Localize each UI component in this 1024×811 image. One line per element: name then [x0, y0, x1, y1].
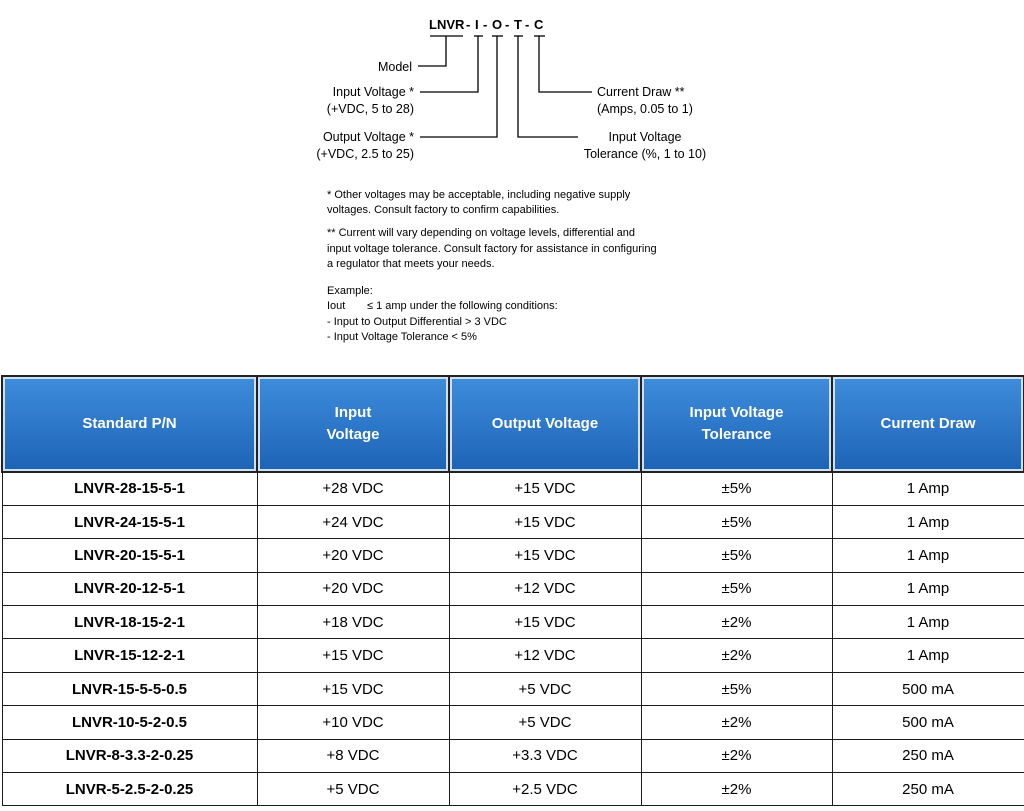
input-voltage-cell: +28 VDC [257, 472, 449, 505]
tolerance-cell: ±5% [641, 472, 832, 505]
part-number-cell: LNVR-28-15-5-1 [2, 472, 257, 505]
tolerance-cell: ±2% [641, 706, 832, 739]
output-voltage-cell: +15 VDC [449, 606, 641, 639]
output-voltage-cell: +15 VDC [449, 505, 641, 538]
code-model: LNVR [429, 17, 465, 32]
part-number-cell: LNVR-5-2.5-2-0.25 [2, 773, 257, 806]
input-voltage-cell: +15 VDC [257, 672, 449, 705]
connector-lines [0, 0, 1024, 170]
output-voltage-label: Output Voltage * [322, 130, 414, 144]
part-number-diagram [0, 0, 1024, 370]
example-line-3: - Input Voltage Tolerance < 5% [327, 331, 477, 343]
current-draw-cell: 1 Amp [832, 539, 1024, 572]
tolerance-cell: ±5% [641, 572, 832, 605]
input-voltage-cell: +15 VDC [257, 639, 449, 672]
input-voltage-cell: +20 VDC [257, 539, 449, 572]
table-row [2, 472, 1024, 505]
example-line-2: - Input to Output Differential > 3 VDC [327, 316, 507, 328]
output-voltage-cell: +15 VDC [449, 539, 641, 572]
table-row [2, 572, 1024, 605]
header-input-voltage-line-1: Input [334, 404, 372, 421]
table-row [2, 706, 1024, 739]
current-draw-cell: 500 mA [832, 672, 1024, 705]
table-row [2, 672, 1024, 705]
tolerance-cell: ±2% [641, 739, 832, 772]
code-input: I [475, 17, 479, 32]
part-number-cell: LNVR-15-12-2-1 [2, 639, 257, 672]
output-voltage-cell: +5 VDC [449, 706, 641, 739]
tolerance-cell: ±2% [641, 606, 832, 639]
model-label: Model [377, 60, 412, 74]
code-sep: - [483, 17, 488, 32]
output-voltage-cell: +2.5 VDC [449, 773, 641, 806]
input-voltage-cell: +10 VDC [257, 706, 449, 739]
part-number-cell: LNVR-18-15-2-1 [2, 606, 257, 639]
output-voltage-cell: +12 VDC [449, 639, 641, 672]
tolerance-range: Tolerance (%, 1 to 10) [583, 147, 707, 161]
current-draw-cell: 1 Amp [832, 639, 1024, 672]
part-number-cell: LNVR-8-3.3-2-0.25 [2, 739, 257, 772]
header-input-voltage [257, 376, 449, 472]
tolerance-cell: ±5% [641, 672, 832, 705]
part-number-table [1, 375, 1024, 806]
current-draw-label: Current Draw ** [597, 85, 685, 99]
part-number-cell: LNVR-20-15-5-1 [2, 539, 257, 572]
current-draw-cell: 250 mA [832, 739, 1024, 772]
note-current-line-1: ** Current will vary depending on voltage levels, differential and [327, 227, 635, 239]
example-title: Example: [327, 285, 373, 297]
part-number-cell: LNVR-20-12-5-1 [2, 572, 257, 605]
current-draw-cell: 1 Amp [832, 572, 1024, 605]
tolerance-cell: ±2% [641, 773, 832, 806]
table-row [2, 773, 1024, 806]
header-output-voltage: Output Voltage [449, 376, 641, 472]
code-sep: - [525, 17, 530, 32]
example-condition: ≤ 1 amp under the following conditions: [367, 300, 558, 312]
note-current-line-3: a regulator that meets your needs. [327, 258, 495, 270]
table-row [2, 505, 1024, 538]
tolerance-cell: ±2% [641, 639, 832, 672]
note-voltage-line-2: voltages. Consult factory to confirm capabilities. [327, 204, 560, 216]
current-draw-cell: 500 mA [832, 706, 1024, 739]
part-number-cell: LNVR-24-15-5-1 [2, 505, 257, 538]
part-number-cell: LNVR-15-5-5-0.5 [2, 672, 257, 705]
header-input-voltage-tolerance [641, 376, 832, 472]
code-current: C [534, 17, 544, 32]
input-voltage-cell: +18 VDC [257, 606, 449, 639]
tolerance-cell: ±5% [641, 539, 832, 572]
code-sep: - [466, 17, 471, 32]
table-header-row [2, 376, 1024, 472]
current-draw-cell: 250 mA [832, 773, 1024, 806]
output-voltage-range: (+VDC, 2.5 to 25) [316, 147, 414, 161]
input-voltage-range: (+VDC, 5 to 28) [326, 102, 414, 116]
tolerance-label: Input Voltage [608, 130, 682, 144]
input-voltage-cell: +5 VDC [257, 773, 449, 806]
code-output: O [492, 17, 503, 32]
header-tolerance-line-1: Input Voltage [689, 404, 784, 421]
current-draw-cell: 1 Amp [832, 606, 1024, 639]
tolerance-cell: ±5% [641, 505, 832, 538]
header-tolerance-line-2: Tolerance [701, 426, 772, 443]
table-row [2, 739, 1024, 772]
input-voltage-label: Input Voltage * [332, 85, 414, 99]
example-iout: Iout [327, 300, 346, 312]
header-input-voltage-line-2: Voltage [326, 426, 380, 443]
input-voltage-cell: +24 VDC [257, 505, 449, 538]
note-voltage-line-1: * Other voltages may be acceptable, including negative supply [327, 189, 631, 201]
table-row [2, 539, 1024, 572]
table-body [2, 472, 1024, 806]
code-tolerance: T [514, 17, 522, 32]
note-current-line-2: input voltage tolerance. Consult factory for assistance in configuring [327, 243, 657, 255]
current-draw-range: (Amps, 0.05 to 1) [597, 102, 693, 116]
input-voltage-cell: +20 VDC [257, 572, 449, 605]
output-voltage-cell: +5 VDC [449, 672, 641, 705]
current-draw-cell: 1 Amp [832, 505, 1024, 538]
part-number-cell: LNVR-10-5-2-0.5 [2, 706, 257, 739]
header-current-draw: Current Draw [832, 376, 1024, 472]
table-row [2, 639, 1024, 672]
header-standard-pn: Standard P/N [2, 376, 257, 472]
current-draw-cell: 1 Amp [832, 472, 1024, 505]
output-voltage-cell: +3.3 VDC [449, 739, 641, 772]
code-sep: - [505, 17, 510, 32]
output-voltage-cell: +12 VDC [449, 572, 641, 605]
table-row [2, 606, 1024, 639]
output-voltage-cell: +15 VDC [449, 472, 641, 505]
input-voltage-cell: +8 VDC [257, 739, 449, 772]
